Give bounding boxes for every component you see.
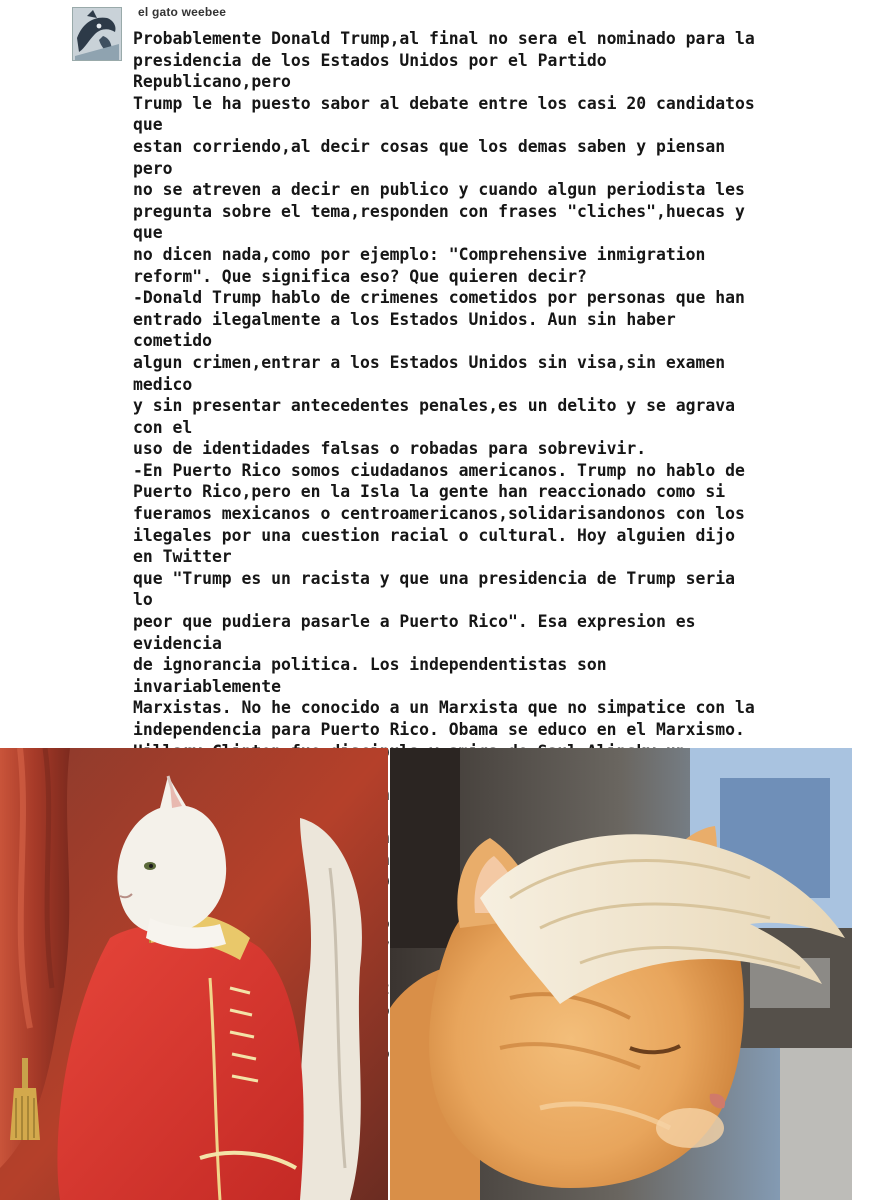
photo-cat-red-jacket[interactable] bbox=[0, 748, 388, 1200]
photo-orange-cat[interactable] bbox=[390, 748, 852, 1200]
avatar-image bbox=[73, 8, 121, 60]
avatar[interactable] bbox=[72, 7, 122, 61]
orange-cat-with-blond-combover bbox=[390, 748, 852, 1200]
cat-in-red-military-jacket-painting bbox=[0, 748, 388, 1200]
post-body: Probablemente Donald Trump,al final no sera el nominado para la presidencia de los Estados Unidos por el Partido Republicano,pero Trump le ha puesto sabor al debate entre los casi 20 candidatos que estan corriendo,al decir cosas que los demas saben y piensan pero no se atreven a decir en publico y cuando algun periodista les pregunta sobre el tema,responden con frases "cliches",huecas y que no dicen nada,como por ejemplo: "Comprehensive inmigration reform". Que significa eso? Que quieren decir? -Donald Trump hablo de crimenes cometidos por personas que han entrado ilegalmente a los Estados Unidos. Aun sin haber cometido algun crimen,entrar a los Estados Unidos sin visa,sin examen medico y sin presentar antecedentes penales,es un delito y se agrava con el uso de identidades falsas o robadas para sobrevivir. -En Puerto Rico somos ciudadanos americanos. Trump no hablo de Puerto Rico,pero en la Isla la gente han reaccionado como si fueramos mexicanos o centroamericanos,solidarisandonos con los ilegales por una cuestion racial o cultural. Hoy alguien dijo en Twitter que "Trump es un racista y que una presidencia de Trump seria lo peor que pudiera pasarle a Puerto Rico". Esa expresion es evidencia de ignorancia politica. Los independentistas son invariablemente Marxistas. No he conocido a un Marxista que no simpatice con la independencia para Puerto Rico. Obama se educo en el Marxismo. cada bbox=[133, 29, 755, 804]
username[interactable]: el gato weebee bbox=[138, 5, 227, 19]
photo-attachments bbox=[0, 748, 875, 1200]
